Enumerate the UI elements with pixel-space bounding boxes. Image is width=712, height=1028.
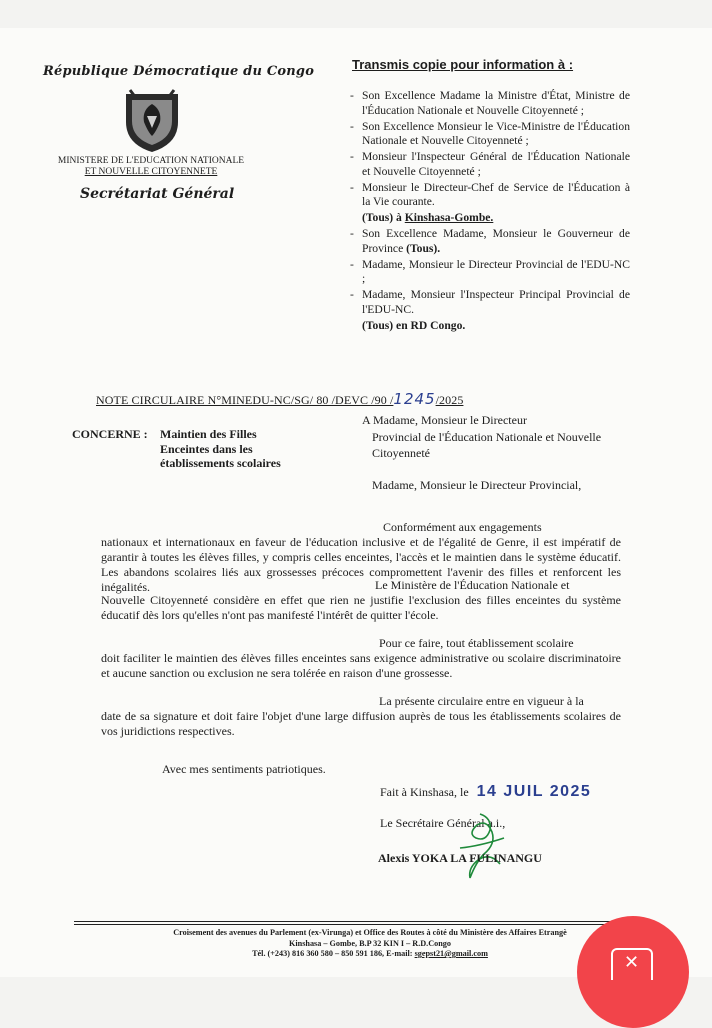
list-item-text: Monsieur le Directeur-Chef de Service de l'Éducation à la Vie courante. [362, 180, 630, 208]
note-prefix: NOTE CIRCULAIRE N°MINEDU-NC/SG/ 80 /DEVC /90 / [96, 393, 394, 407]
paragraph-lead: La présente circulaire entre en vigueur à la [379, 694, 584, 708]
note-circular-reference [96, 390, 463, 408]
subject-label: CONCERNE : [72, 427, 148, 441]
paragraph-text: date de sa signature et doit faire l'objet d'une large diffusion auprès de tous les établissements scolaires de vos juridictions respectives. [101, 709, 621, 738]
paragraph-text: nationaux et internationaux en faveur de l'éducation inclusive et de l'égalité de Genre, il est impératif de garantir à toutes les élèves filles, y compris celles enceintes, l'accès et le maintien dans le système éducatif. Les abandons scolaires liés aux grossesses précoces compromettent l'avenir des filles et renforcent les inégalités. [101, 535, 621, 594]
group-prefix: (Tous) à [362, 211, 402, 224]
list-item-group-closing [348, 319, 630, 334]
addressee-block [362, 412, 612, 462]
handwritten-note-number: 1245 [393, 390, 436, 408]
addressee-line2: Provincial de l'Éducation Nationale et Nouvelle Citoyenneté [372, 429, 602, 460]
list-item [348, 120, 630, 149]
paragraph-lead: Le Ministère de l'Éducation Nationale et [375, 578, 570, 592]
handwritten-signature-icon [440, 808, 520, 888]
list-item [348, 150, 630, 179]
signatory-name: Alexis YOKA LA FULINANGU [378, 851, 542, 865]
subject-block [72, 427, 302, 471]
group-place: Kinshasa-Gombe. [404, 211, 494, 224]
paragraph-lead: Pour ce faire, tout établissement scolaire [379, 636, 574, 650]
coat-of-arms-emblem [120, 88, 184, 154]
paragraph-text: doit faciliter le maintien des élèves filles enceintes sans exigence administrative ou scolaire discriminatoire et aucune sanction ou exclusion ne sera tolérée en raison d'une grossesse. [101, 651, 621, 680]
footer-contact: Tél. (+243) 816 360 580 – 850 591 186, E-mail: [252, 949, 413, 958]
footer-line2: Kinshasa – Gombe, B.P 32 KIN I – R.D.Congo [289, 938, 451, 948]
list-item-text: Monsieur l'Inspecteur Général de l'Éducation Nationale et Nouvelle Citoyenneté ; [362, 150, 630, 178]
scan-icon: ✕ [611, 948, 653, 980]
ministry-line1: MINISTERE DE L'EDUCATION NATIONALE [57, 156, 245, 166]
body-paragraph-4 [101, 694, 621, 739]
signatory-title: Le Secrétaire Général a.i., [380, 816, 506, 830]
secretariat-general: Secrétariat Général [80, 186, 235, 202]
body-paragraph-2 [101, 578, 621, 623]
list-item [348, 181, 630, 210]
footer-divider [74, 921, 622, 922]
list-item [348, 89, 630, 118]
ministry-line2: ET NOUVELLE CITOYENNETE [84, 167, 218, 177]
salutation: Madame, Monsieur le Directeur Provincial, [372, 478, 582, 492]
body-paragraph-3 [101, 636, 621, 681]
list-item-text: Madame, Monsieur l'Inspecteur Principal Provincial de l'EDU-NC. [362, 288, 630, 316]
list-item-suffix: (Tous). [406, 241, 441, 255]
group-closing: (Tous) en RD Congo. [362, 318, 466, 332]
footer-line1: Croisement des avenues du Parlement (ex-Virunga) et Office des Routes à côté du Ministère des Affaires Etrangè [173, 928, 567, 937]
list-item-text: Madame, Monsieur le Directeur Provincial de l'EDU-NC ; [362, 257, 630, 285]
footer-address [100, 928, 640, 960]
footer-divider [74, 924, 622, 925]
list-item-text: Son Excellence Monsieur le Vice-Ministre de l'Éducation Nationale et Nouvelle Citoyenneté ; [362, 119, 630, 147]
list-item-text: Son Excellence Madame, Monsieur le Gouverneur de Province [362, 227, 630, 255]
copy-recipients-title: Transmis copie pour information à : [352, 57, 574, 72]
footer-email-link[interactable]: sgepst21@gmail.com [414, 949, 488, 958]
addressee-line1: A Madame, Monsieur le Directeur [362, 413, 527, 427]
list-item-group-location [348, 211, 630, 226]
list-item [348, 227, 630, 256]
copy-recipients-list [348, 89, 630, 335]
place-text: Fait à Kinshasa, le [380, 785, 469, 799]
note-suffix: /2025 [435, 393, 464, 407]
subject-text: Maintien des Filles Enceintes dans les établissements scolaires [160, 427, 281, 470]
ministry-name [40, 156, 262, 178]
republic-heading: République Démocratique du Congo [43, 64, 315, 79]
paragraph-text: Nouvelle Citoyenneté considère en effet que rien ne justifie l'exclusion des filles enceintes du système éducatif dès lors qu'elles n'ont pas manifesté l'intérêt de quitter l'école. [101, 593, 621, 622]
place-and-date [380, 783, 591, 801]
paragraph-lead: Conformément aux engagements [383, 520, 542, 534]
footer-line3 [100, 949, 640, 960]
closing-formula: Avec mes sentiments patriotiques. [162, 762, 326, 776]
date-stamp: 14 JUIL 2025 [476, 783, 592, 800]
list-item-text: Son Excellence Madame la Ministre d'État, Ministre de l'Éducation Nationale et Nouvelle Citoyenneté ; [362, 89, 630, 117]
list-item [348, 288, 630, 317]
list-item [348, 258, 630, 287]
